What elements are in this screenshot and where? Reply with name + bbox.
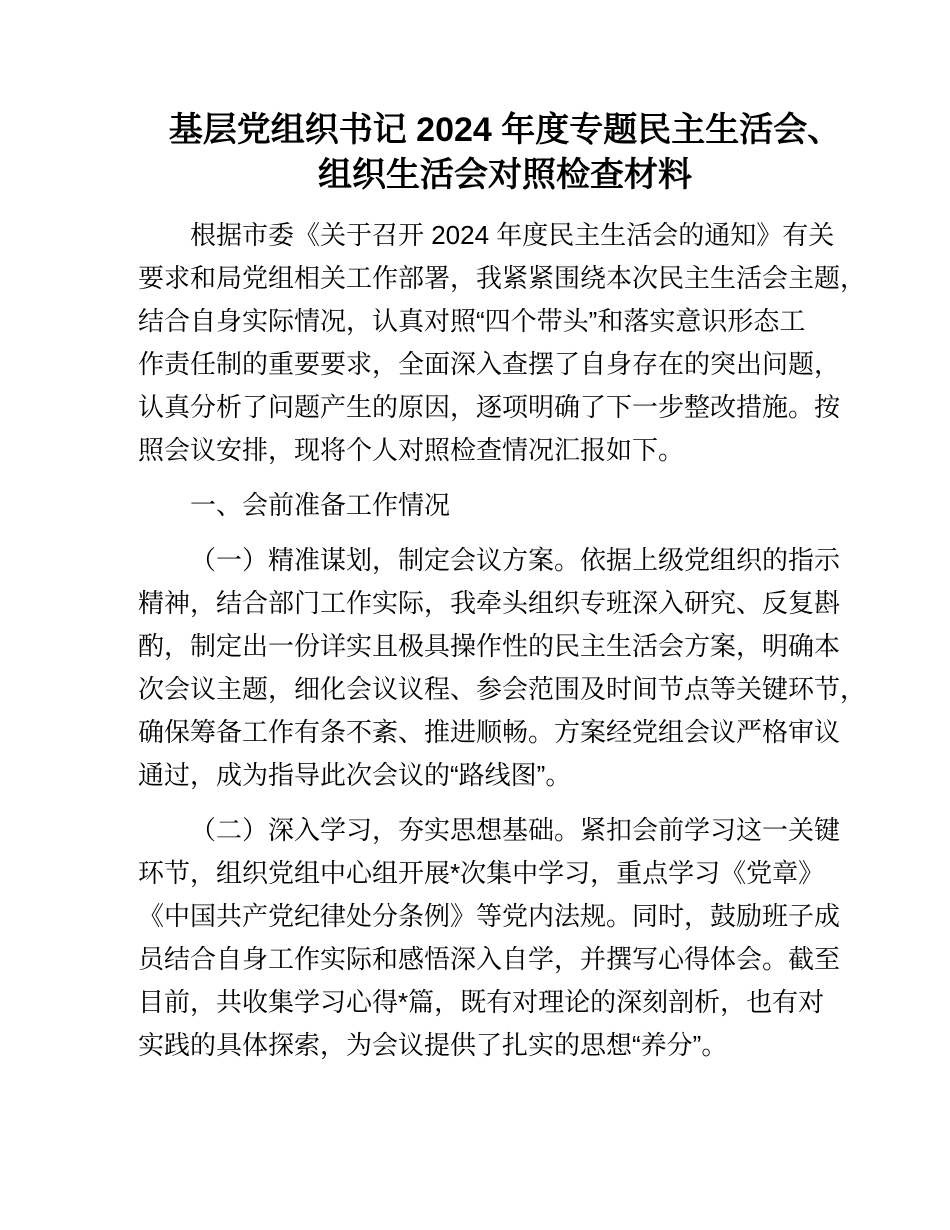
text-line: 次会议主题，细化会议议程、参会范围及时间节点等关键环节， <box>138 674 867 704</box>
text-line: 根据市委《关于召开 2024 年度民主生活会的通知》有关 <box>190 220 835 250</box>
text-line: 一、会前准备工作情况 <box>190 490 451 520</box>
text-line: 通过，成为指导此次会议的“路线图”。 <box>138 760 572 790</box>
paragraph <box>138 539 872 797</box>
text-line: 要求和局党组相关工作部署，我紧紧围绕本次民主生活会主题， <box>138 263 867 293</box>
text-line: 认真分析了问题产生的原因，逐项明确了下一步整改措施。按 <box>138 392 841 422</box>
document-body <box>138 214 872 1067</box>
text-line: 酌，制定出一份详实且极具操作性的民主生活会方案，明确本 <box>138 631 841 661</box>
text-line: 目前，共收集学习心得*篇，既有对理论的深刻剖析，也有对 <box>138 987 825 1017</box>
text-line: （一）精准谋划，制定会议方案。依据上级党组织的指示 <box>190 545 841 575</box>
title-line: 组织生活会对照检查材料 <box>318 156 692 194</box>
text-line: 结合自身实际情况，认真对照“四个带头”和落实意识形态工 <box>138 306 806 336</box>
title-line: 基层党组织书记 2024 年度专题民主生活会、 <box>168 111 842 149</box>
text-line: 环节，组织党组中心组开展*次集中学习，重点学习《党章》 <box>138 858 825 888</box>
text-line: 实践的具体探索，为会议提供了扎实的思想“养分”。 <box>138 1030 728 1060</box>
text-line: 《中国共产党纪律处分条例》等党内法规。同时，鼓励班子成 <box>138 901 841 931</box>
text-line: （二）深入学习，夯实思想基础。紧扣会前学习这一关键 <box>190 815 841 845</box>
paragraph <box>138 214 872 472</box>
section-heading <box>138 484 872 527</box>
document-title <box>138 108 872 198</box>
text-line: 精神，结合部门工作实际，我牵头组织专班深入研究、反复斟 <box>138 588 841 618</box>
text-line: 照会议安排，现将个人对照检查情况汇报如下。 <box>138 435 685 465</box>
text-line: 员结合自身工作实际和感悟深入自学，并撰写心得体会。截至 <box>138 944 841 974</box>
text-line: 作责任制的重要要求，全面深入查摆了自身存在的突出问题， <box>138 349 841 379</box>
text-line: 确保筹备工作有条不紊、推进顺畅。方案经党组会议严格审议 <box>138 717 841 747</box>
document-page <box>138 108 872 1079</box>
paragraph <box>138 809 872 1067</box>
